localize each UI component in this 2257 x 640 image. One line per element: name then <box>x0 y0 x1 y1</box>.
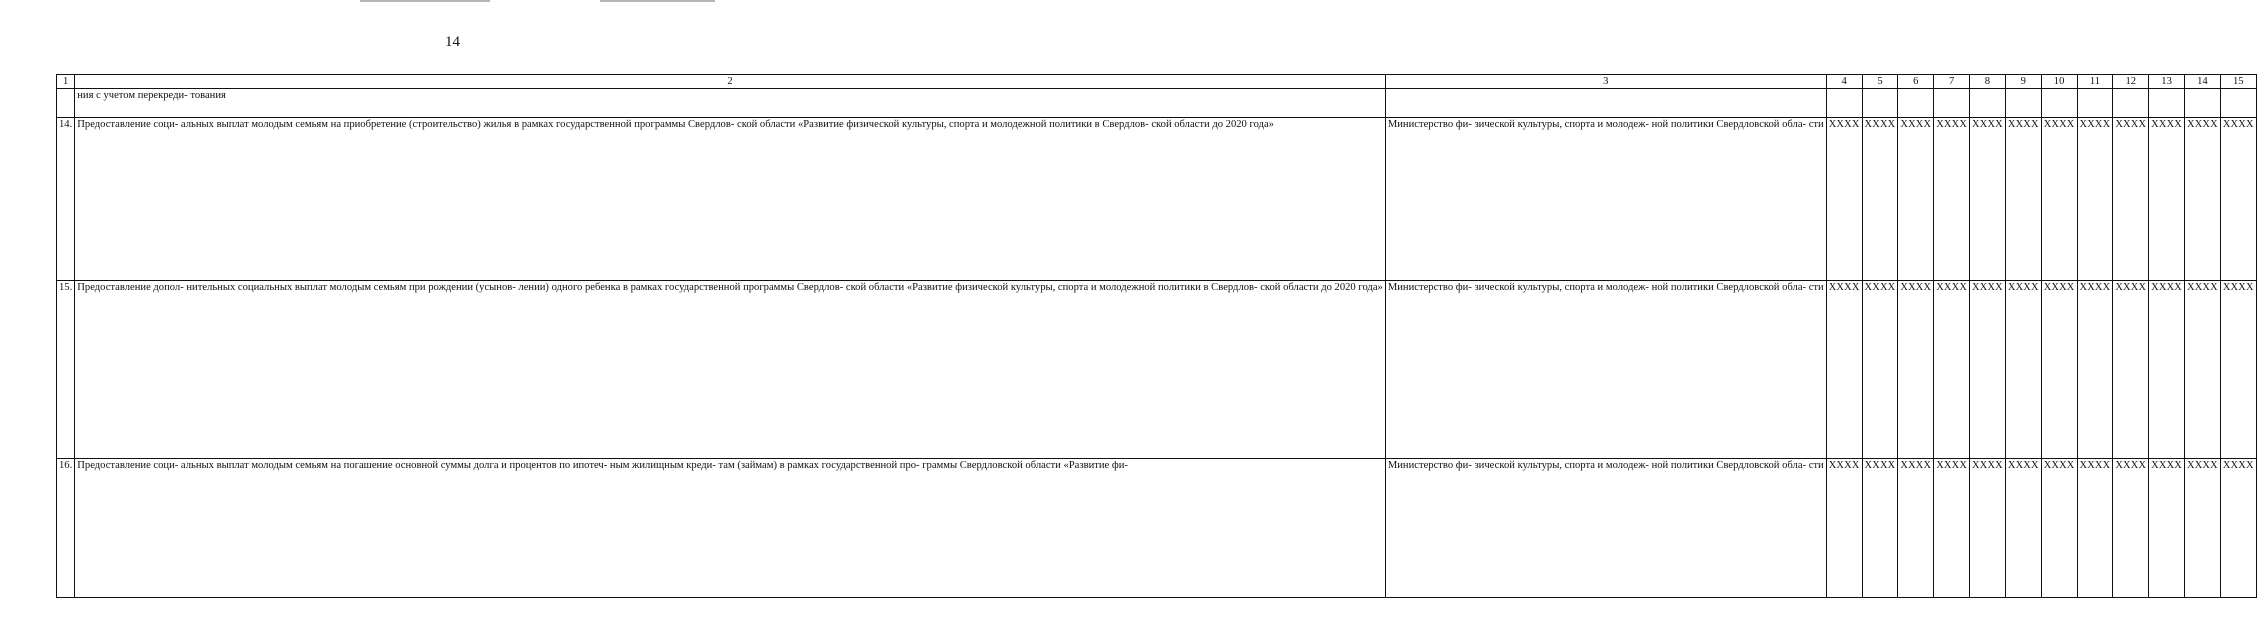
measure-name: Предоставление соци- альных выплат молодым семьям на приобретение (строительство) жилья в рамках государственной программы Свердлов- ской области «Развитие физической культуры, спорта и молодежной политики в Свердлов- ской области до 2020 года» <box>75 118 1386 281</box>
mark-cell: XXXX <box>2005 281 2041 459</box>
mark-cell: XXXX <box>2149 281 2185 459</box>
mark-cell: XXXX <box>1826 118 1862 281</box>
mark-cell: XXXX <box>1970 118 2006 281</box>
table-row <box>57 118 2257 281</box>
mark-cell: XXXX <box>2077 459 2113 598</box>
column-number: 7 <box>1934 75 1970 89</box>
column-number: 9 <box>2005 75 2041 89</box>
column-number: 8 <box>1970 75 2006 89</box>
responsible-org: Министерство фи- зической культуры, спорта и молодеж- ной политики Свердловской обла- сти <box>1385 281 1826 459</box>
row-number: 14. <box>57 118 75 281</box>
continuation-row <box>57 89 2257 118</box>
mark-cell: XXXX <box>1862 459 1898 598</box>
mark-cell: XXXX <box>2220 118 2256 281</box>
column-number: 4 <box>1826 75 1862 89</box>
program-table <box>56 74 2257 598</box>
column-number: 10 <box>2041 75 2077 89</box>
row-number: 15. <box>57 281 75 459</box>
mark-cell: XXXX <box>2185 118 2221 281</box>
column-number: 15 <box>2220 75 2256 89</box>
mark-cell: XXXX <box>2185 459 2221 598</box>
column-number: 14 <box>2185 75 2221 89</box>
column-number: 12 <box>2113 75 2149 89</box>
mark-cell: XXXX <box>1898 281 1934 459</box>
mark-cell: XXXX <box>2149 459 2185 598</box>
column-number: 6 <box>1898 75 1934 89</box>
mark-cell: XXXX <box>2041 281 2077 459</box>
responsible-org: Министерство фи- зической культуры, спорта и молодеж- ной политики Свердловской обла- сти <box>1385 459 1826 598</box>
column-number-row <box>57 75 2257 89</box>
mark-cell: XXXX <box>2041 118 2077 281</box>
mark-cell: XXXX <box>2113 118 2149 281</box>
mark-cell: XXXX <box>1898 118 1934 281</box>
mark-cell: XXXX <box>1862 281 1898 459</box>
mark-cell: XXXX <box>2185 281 2221 459</box>
mark-cell: XXXX <box>2005 459 2041 598</box>
table-row <box>57 459 2257 598</box>
measure-name: Предоставление соци- альных выплат молодым семьям на погашение основной суммы долга и процентов по ипотеч- ным жилищным креди- там (займам) в рамках государственной про- граммы Свердловской области «Развитие фи- <box>75 459 1386 598</box>
mark-cell: XXXX <box>2220 459 2256 598</box>
mark-cell: XXXX <box>1934 281 1970 459</box>
mark-cell: XXXX <box>2041 459 2077 598</box>
mark-cell: XXXX <box>2149 118 2185 281</box>
row-number: 16. <box>57 459 75 598</box>
column-number: 11 <box>2077 75 2113 89</box>
mark-cell: XXXX <box>1898 459 1934 598</box>
continuation-text: ния с учетом перекреди- тования <box>75 89 1386 118</box>
responsible-org: Министерство фи- зической культуры, спорта и молодеж- ной политики Свердловской обла- сти <box>1385 118 1826 281</box>
column-number: 3 <box>1385 75 1826 89</box>
mark-cell: XXXX <box>2113 459 2149 598</box>
mark-cell: XXXX <box>2077 118 2113 281</box>
column-number: 13 <box>2149 75 2185 89</box>
measure-name: Предоставление допол- нительных социальных выплат молодым семьям при рождении (усынов- лении) одного ребенка в рамках государственной программы Свердлов- ской области «Развитие физической культуры, спорта и молодежной политики в Свердлов- ской области до 2020 года» <box>75 281 1386 459</box>
page-number: 14 <box>445 34 460 50</box>
mark-cell: XXXX <box>1826 459 1862 598</box>
scan-edge-mark <box>600 0 715 2</box>
mark-cell: XXXX <box>2113 281 2149 459</box>
mark-cell: XXXX <box>2077 281 2113 459</box>
column-number: 2 <box>75 75 1386 89</box>
mark-cell: XXXX <box>1934 459 1970 598</box>
column-number: 1 <box>57 75 75 89</box>
mark-cell: XXXX <box>1970 459 2006 598</box>
scan-edge-mark <box>360 0 490 2</box>
mark-cell: XXXX <box>2220 281 2256 459</box>
column-number: 5 <box>1862 75 1898 89</box>
mark-cell: XXXX <box>1862 118 1898 281</box>
mark-cell: XXXX <box>1826 281 1862 459</box>
mark-cell: XXXX <box>1970 281 2006 459</box>
table-row <box>57 281 2257 459</box>
mark-cell: XXXX <box>2005 118 2041 281</box>
mark-cell: XXXX <box>1934 118 1970 281</box>
